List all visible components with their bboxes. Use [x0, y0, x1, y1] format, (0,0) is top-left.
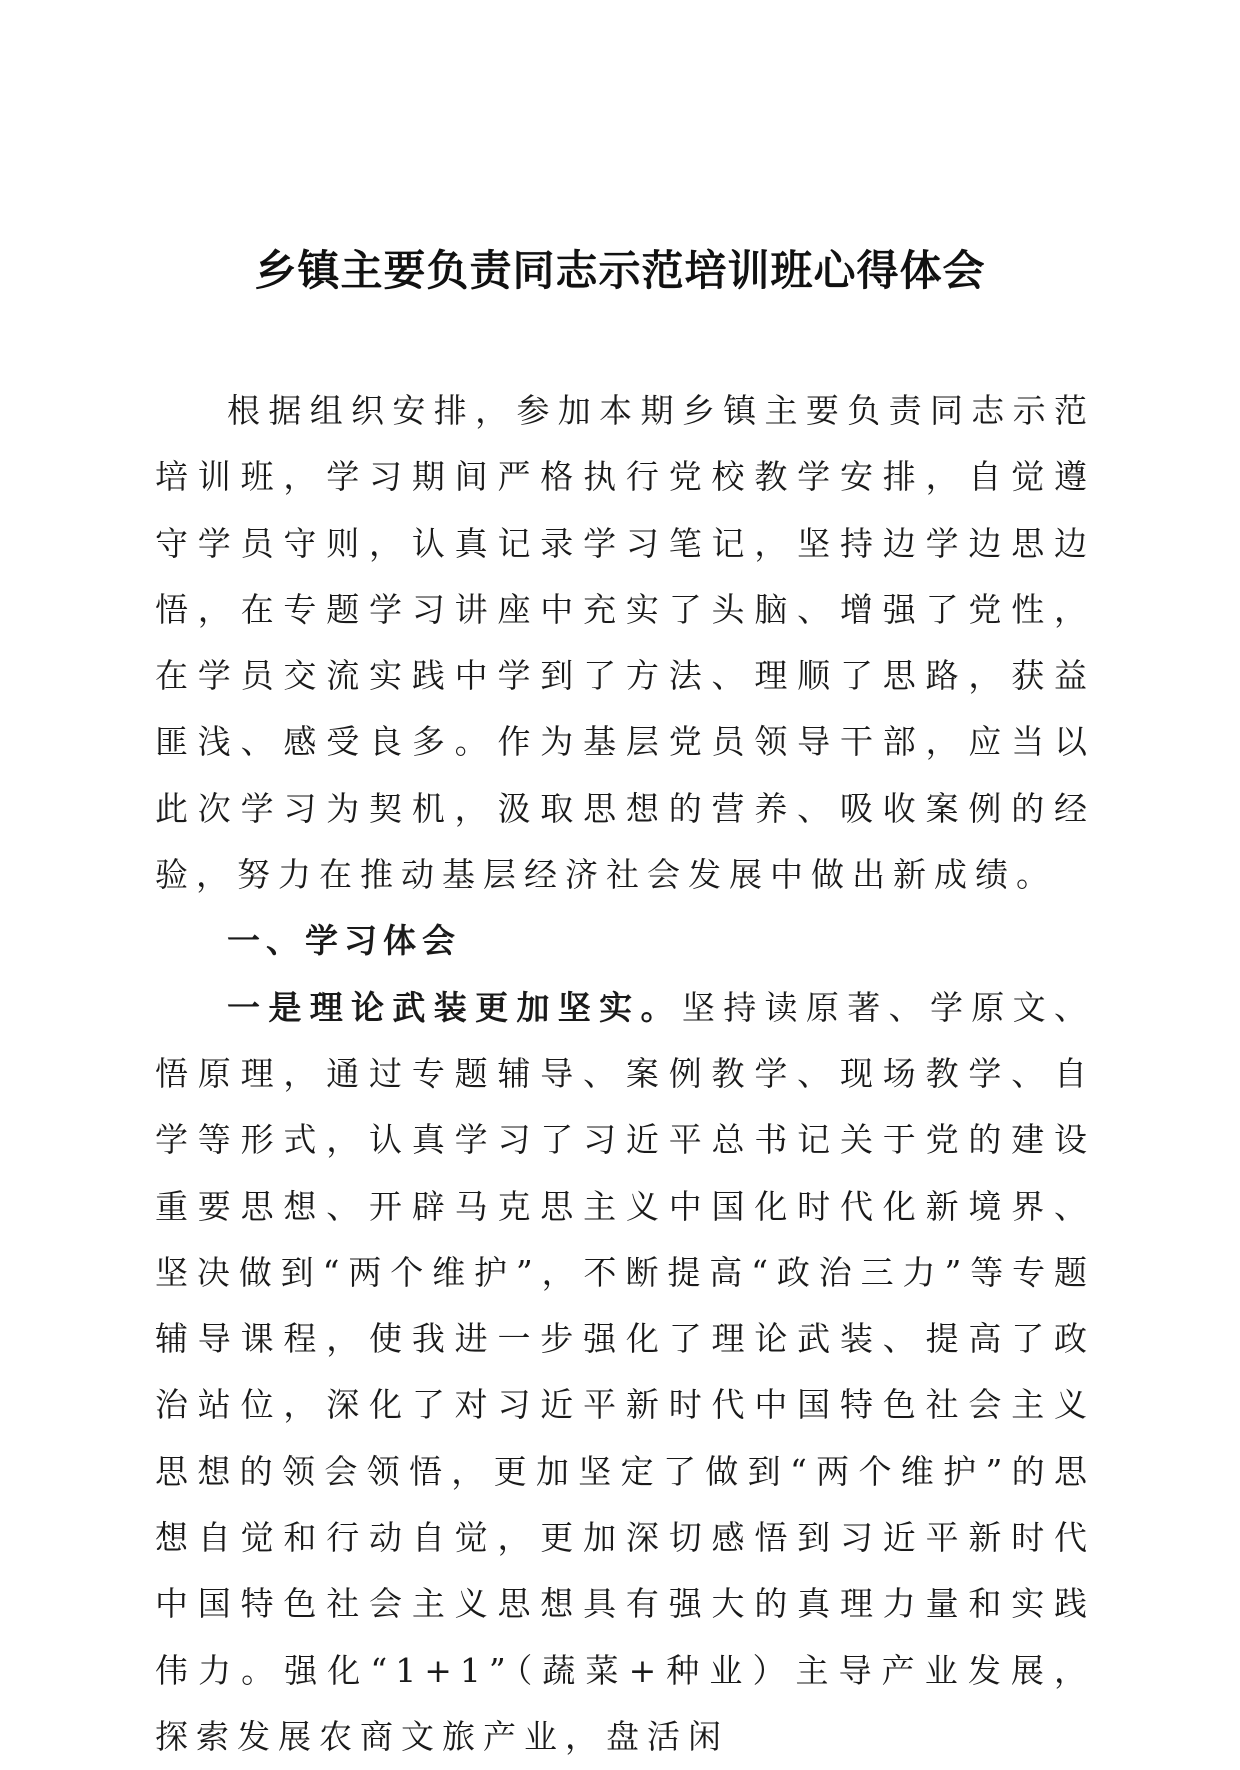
point-one-lead: 一是理论武装更加坚实。 — [227, 987, 682, 1027]
section-heading: 一、学习体会 — [227, 921, 461, 961]
document-title: 乡镇主要负责同志示范培训班心得体会 — [254, 246, 986, 295]
intro-paragraph: 根据组织安排，参加本期乡镇主要负责同志示范培训班，学习期间严格执行党校教学安排，自觉遵守学员守则，认真记录学习笔记，坚持边学边思边悟，在专题学习讲座中充实了头脑、增强了党性，在学员交流实践中学到了方法、理顺了思路，获益匪浅、感受良多。作为基层党员领导干部，应当以此次学习为契机，汲取思想的营养、吸收案例的经验，努力在推动基层经济社会发展中做出新成绩。 — [155, 391, 1095, 895]
point-one-paragraph — [155, 975, 1095, 1770]
document-body — [155, 378, 1095, 1770]
point-one-text: 坚持读原著、学原文、悟原理，通过专题辅导、案例教学、现场教学、自学等形式，认真学习了习近平总书记关于党的建设重要思想、开辟马克思主义中国化时代化新境界、坚决做到“两个维护”，不断提高“政治三力”等专题辅导课程，使我进一步强化了理论武装、提高了政治站位，深化了对习近平新时代中国特色社会主义思想的领会领悟，更加坚定了做到“两个维护”的思想自觉和行动自觉，更加深切感悟到习近平新时代中国特色社会主义思想具有强大的真理力量和实践伟力。强化“1+1”（蔬菜+种业）主导产业发展，探索发展农商文旅产业，盘活闲 — [155, 987, 1096, 1756]
